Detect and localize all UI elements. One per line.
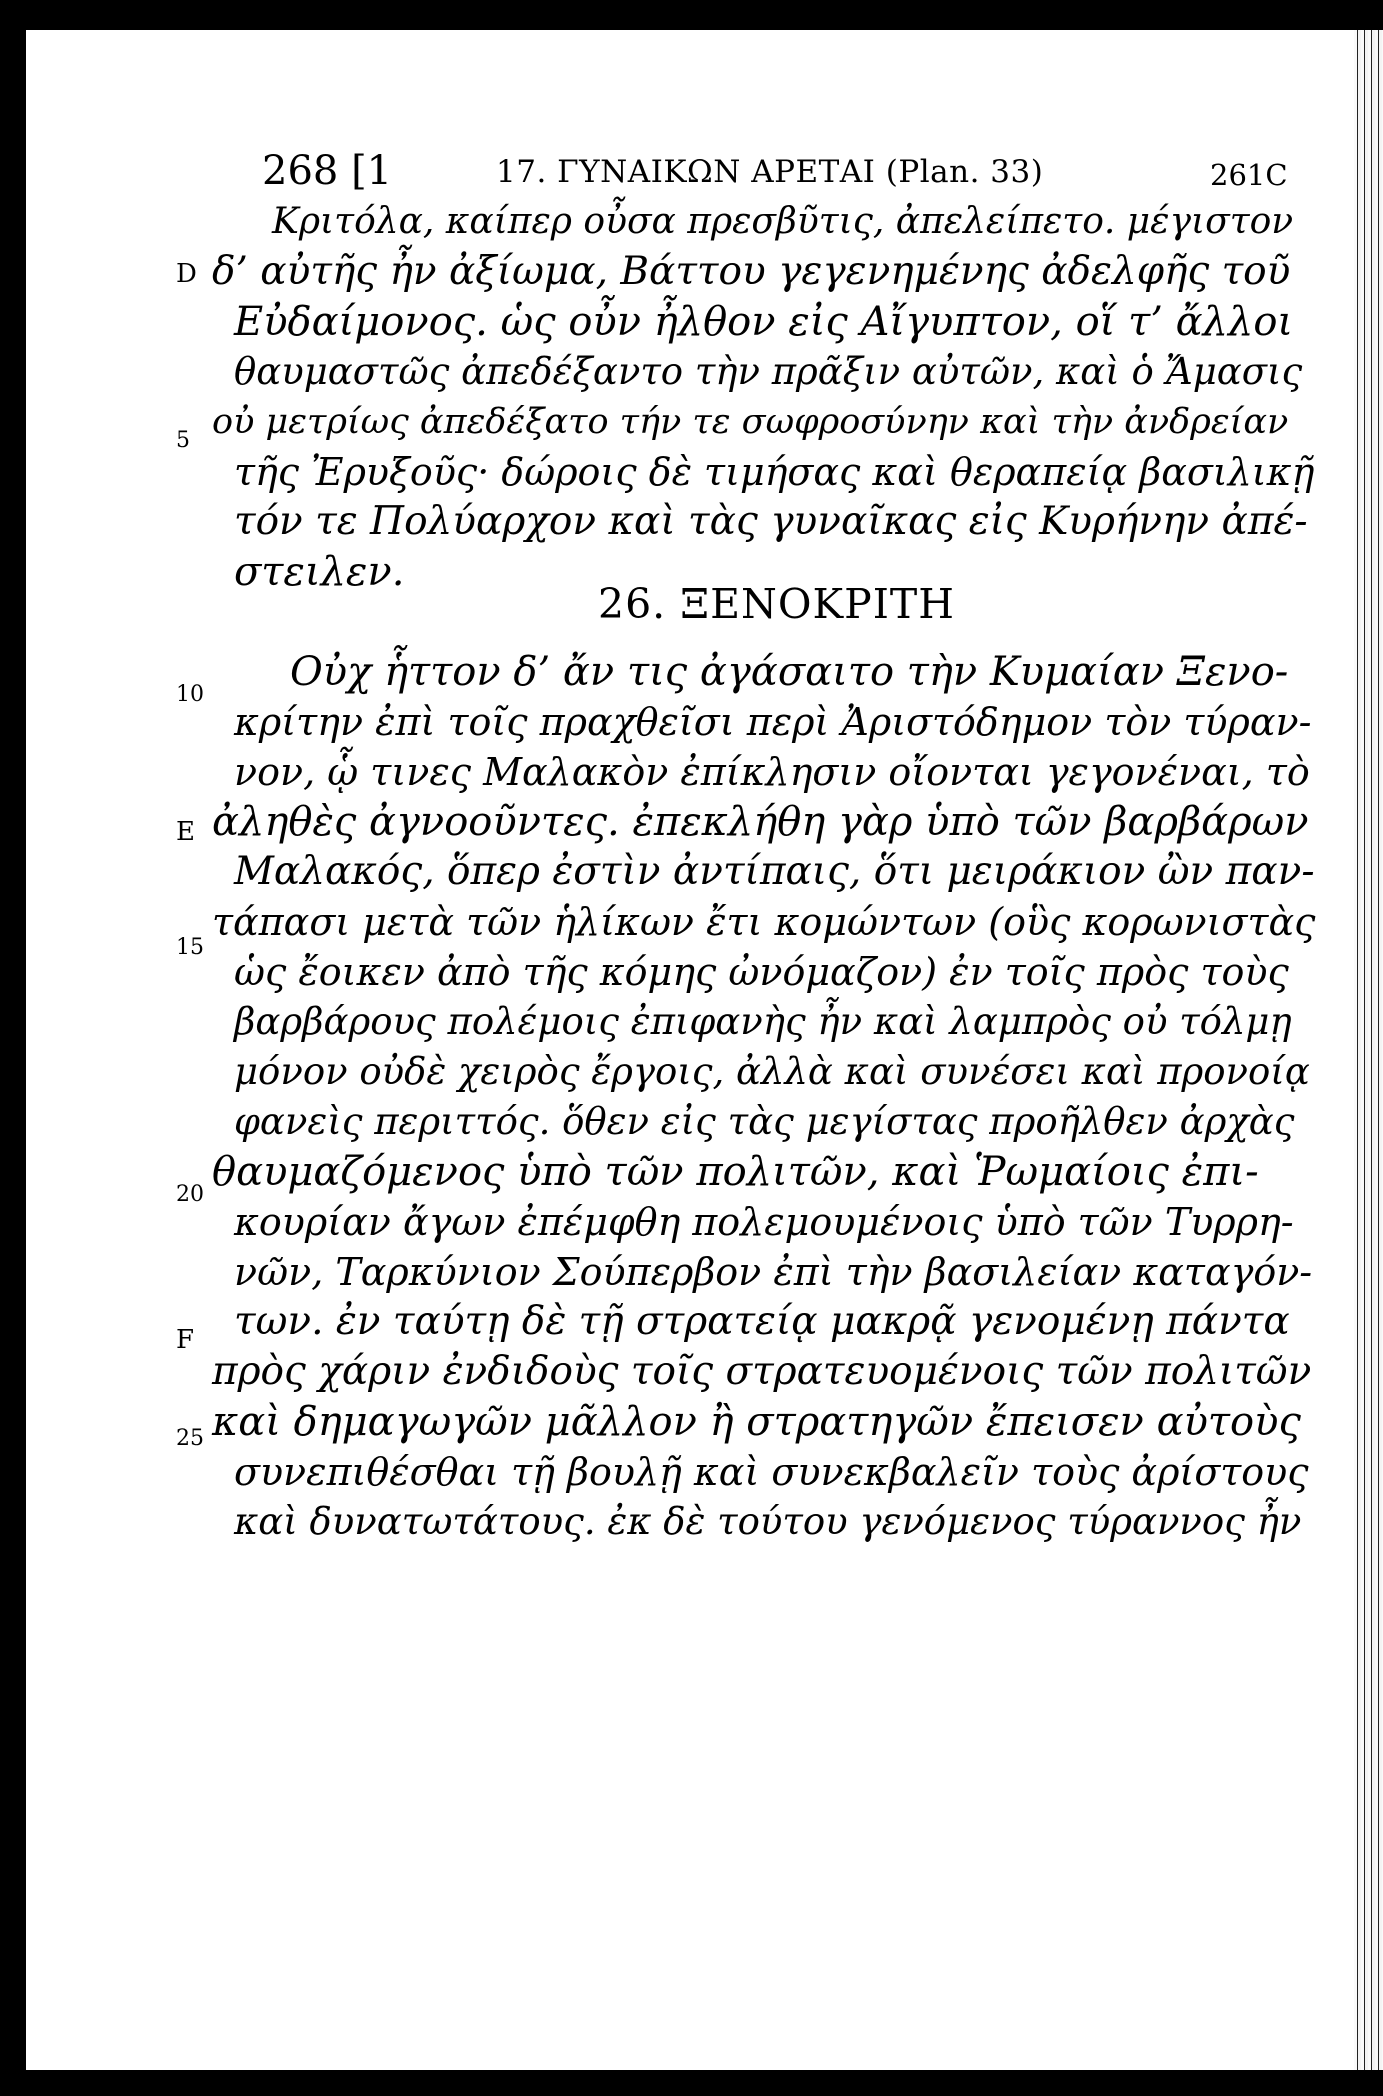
text-line: καὶ δυνατωτάτους. ἐκ δὲ τούτου γενόμενος τύραννος ἦν — [234, 1500, 1302, 1543]
text-line: καὶ δημαγωγῶν μᾶλλον ἢ στρατηγῶν ἔπεισεν αὐτοὺς — [212, 1399, 1301, 1445]
text-line: τάπασι μετὰ τῶν ἡλίκων ἔτι κομώντων (οὓς κορωνιστὰς — [212, 900, 1316, 944]
text-line: τόν τε Πολύαρχον καὶ τὰς γυναῖκας εἰς Κυρήνην ἀπέ- — [234, 499, 1308, 544]
text-line: στειλεν. — [234, 549, 405, 595]
margin-letter-f: F — [176, 1325, 195, 1355]
text-line: συνεπιθέσθαι τῇ βουλῇ καὶ συνεκβαλεῖν τοὺς ἀρίστους — [234, 1450, 1309, 1494]
text-line: των. ἐν ταύτῃ δὲ τῇ στρατείᾳ μακρᾷ γενομένῃ πάντα — [234, 1299, 1290, 1344]
text-line: δ’ αὐτῆς ἦν ἀξίωμα, Βάττου γεγενημένης ἀδελφῆς τοῦ — [212, 249, 1291, 294]
text-line: πρὸς χάριν ἐνδιδοὺς τοῖς στρατευομένοις τῶν πολιτῶν — [212, 1349, 1312, 1394]
margin-letter-e: E — [176, 817, 195, 847]
book-page — [26, 30, 1354, 2070]
line-number-10: 10 — [176, 682, 204, 707]
page-number: 268 [1 — [262, 148, 393, 194]
text-line: Μαλακός, ὅπερ ἐστὶν ἀντίπαις, ὅτι μειράκιον ὢν παν- — [234, 849, 1315, 894]
running-header — [26, 118, 1354, 194]
text-line: νον, ᾧ τινες Μαλακὸν ἐπίκλησιν οἴονται γεγονέναι, τὸ — [234, 750, 1310, 794]
section-reference: 261C — [1210, 158, 1288, 192]
text-line: Εὐδαίμονος. ὡς οὖν ἦλθον εἰς Αἴγυπτον, οἵ τ’ ἄλλοι — [234, 299, 1294, 345]
text-line: κρίτην ἐπὶ τοῖς πραχθεῖσι περὶ Ἀριστόδημον τὸν τύραν- — [234, 700, 1312, 744]
line-number-5: 5 — [176, 428, 190, 453]
text-line: ὡς ἔοικεν ἀπὸ τῆς κόμης ὠνόμαζον) ἐν τοῖς πρὸς τοὺς — [234, 950, 1289, 994]
line-number-25: 25 — [176, 1426, 204, 1451]
text-line: βαρβάρους πολέμοις ἐπιφανὴς ἦν καὶ λαμπρὸς οὐ τόλμῃ — [234, 1000, 1292, 1043]
text-line: μόνον οὐδὲ χειρὸς ἔργοις, ἀλλὰ καὶ συνέσει καὶ προνοίᾳ — [234, 1050, 1310, 1093]
text-line: κουρίαν ἄγων ἐπέμφθη πολεμουμένοις ὑπὸ τῶν Τυρρη- — [234, 1200, 1294, 1244]
line-number-20: 20 — [176, 1182, 204, 1207]
text-line: νῶν, Ταρκύνιον Σούπερβον ἐπὶ τὴν βασιλείαν καταγόν- — [234, 1250, 1313, 1294]
text-line: θαυμαστῶς ἀπεδέξαντο τὴν πρᾶξιν αὐτῶν, καὶ ὁ Ἄμασις — [234, 350, 1303, 393]
text-line: οὐ μετρίως ἀπεδέξατο τήν τε σωφροσύνην καὶ τὴν ἀνδρείαν — [212, 402, 1289, 442]
margin-letter-d: D — [176, 259, 197, 289]
line-number-15: 15 — [176, 935, 204, 960]
text-line: θαυμαζόμενος ὑπὸ τῶν πολιτῶν, καὶ Ῥωμαίοις ἐπι- — [212, 1149, 1259, 1195]
text-line: ἀληθὲς ἀγνοοῦντες. ἐπεκλήθη γὰρ ὑπὸ τῶν βαρβάρων — [212, 799, 1309, 845]
text-line: Κριτόλα, καίπερ οὖσα πρεσβῦτις, ἀπελείπετο. μέγιστον — [272, 201, 1294, 242]
section-heading: 26. ΞΕΝΟΚΡΙΤΗ — [598, 580, 956, 628]
text-line: Οὐχ ἧττον δ’ ἄν τις ἀγάσαιτο τὴν Κυμαίαν Ξενο- — [290, 649, 1289, 695]
text-line: φανεὶς περιττός. ὅθεν εἰς τὰς μεγίστας προῆλθεν ἀρχὰς — [234, 1100, 1295, 1143]
running-title: 17. ΓΥΝΑΙΚΩΝ ΑΡΕΤΑΙ (Plan. 33) — [496, 154, 1044, 190]
page-edge-shadow — [1354, 30, 1383, 2070]
text-line: τῆς Ἐρυξοῦς· δώροις δὲ τιμήσας καὶ θεραπείᾳ βασιλικῇ — [234, 450, 1315, 494]
